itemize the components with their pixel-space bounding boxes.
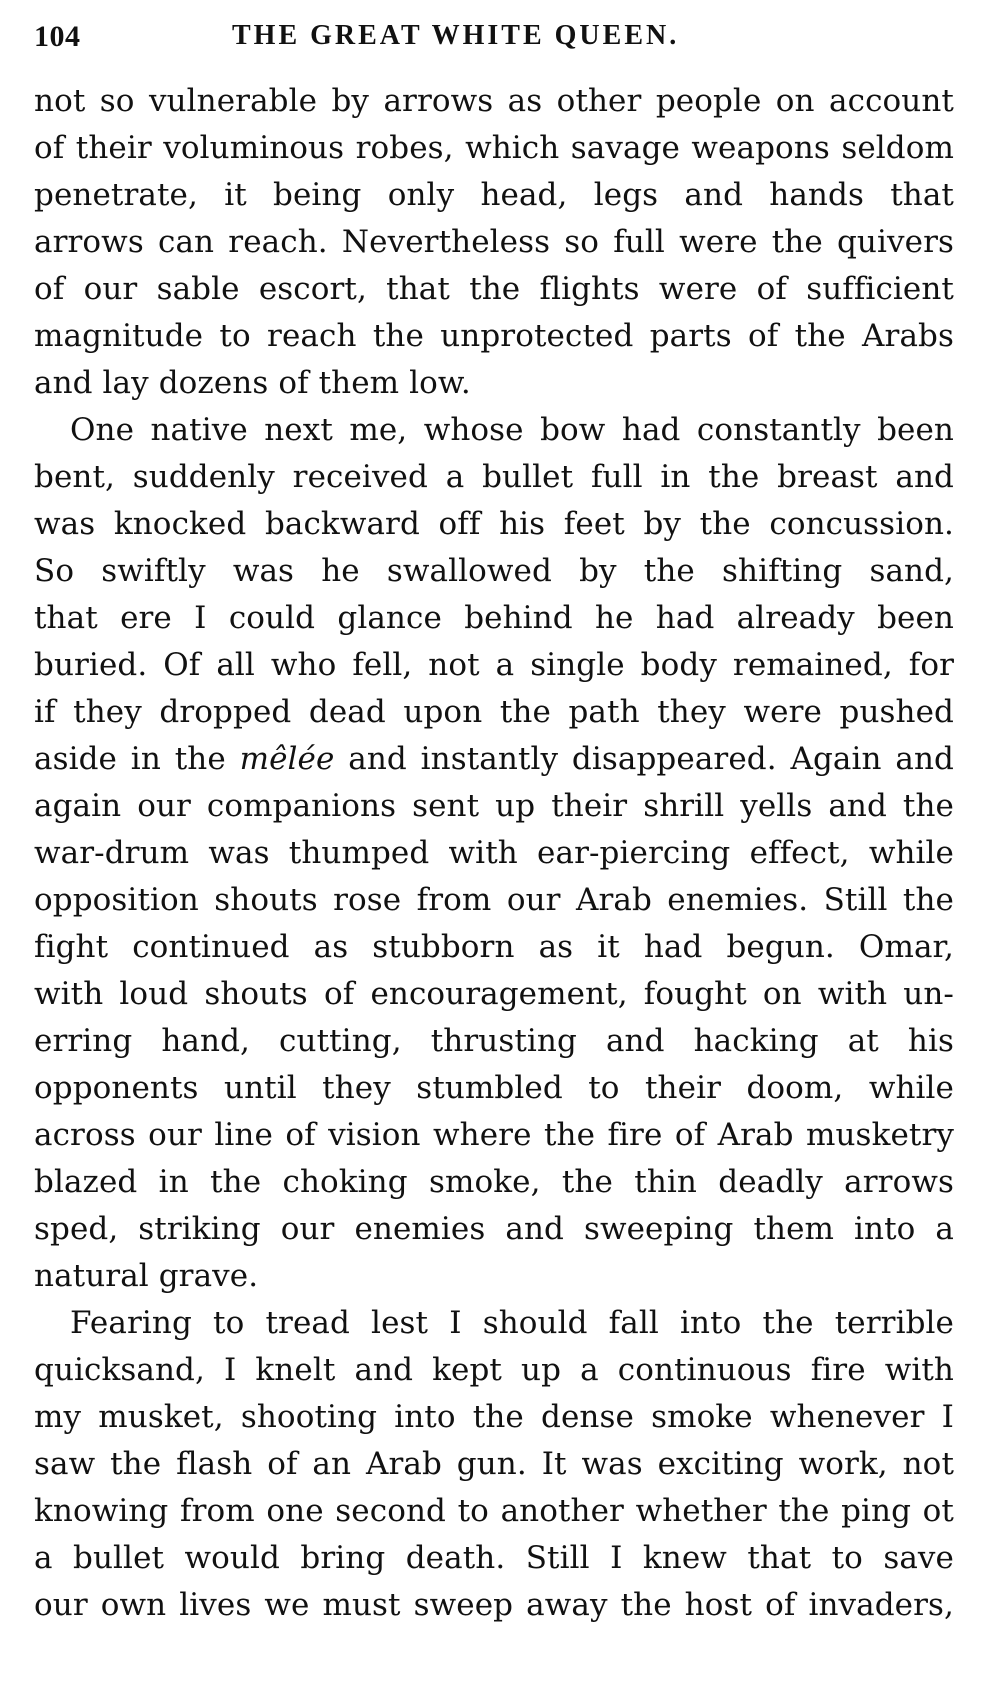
text-line: knowing from one second to another whether the ping ot	[34, 1493, 954, 1529]
text-line: natural grave.	[34, 1258, 259, 1294]
text-line: if they dropped dead upon the path they were pushed	[34, 694, 954, 730]
text-line: and lay dozens of them low.	[34, 365, 471, 401]
text-line: magnitude to reach the unprotected parts of the Arabs	[34, 318, 954, 354]
text-line: of their voluminous robes, which savage weapons seldom	[34, 130, 954, 166]
text-line: of our sable escort, that the flights were of sufficient	[34, 271, 954, 307]
text-line: So swiftly was he swallowed by the shifting sand,	[34, 553, 954, 589]
text-line: my musket, shooting into the dense smoke whenever I	[34, 1399, 954, 1435]
text-line: bent, suddenly received a bullet full in the breast and	[34, 459, 954, 495]
text-line: saw the flash of an Arab gun. It was exciting work, not	[34, 1446, 954, 1482]
text-line: not so vulnerable by arrows as other people on account	[34, 83, 954, 119]
text-line: quicksand, I knelt and kept up a continuous fire with	[34, 1352, 954, 1388]
italic-word: mêlée	[239, 741, 335, 777]
text-line: opposition shouts rose from our Arab enemies. Still the	[34, 882, 954, 918]
text-line: was knocked backward off his feet by the concussion.	[34, 506, 954, 542]
text-line: penetrate, it being only head, legs and hands that	[34, 177, 954, 213]
text-line: buried. Of all who fell, not a single body remained, for	[34, 647, 954, 683]
text-line: erring hand, cutting, thrusting and hacking at his	[34, 1023, 954, 1059]
text-line: that ere I could glance behind he had already been	[34, 600, 954, 636]
text-line-part: and instantly disappeared. Again and	[348, 741, 954, 777]
body-text	[34, 78, 954, 1629]
text-line: a bullet would bring death. Still I knew that to save	[34, 1540, 954, 1576]
text-line: sped, striking our enemies and sweeping them into a	[34, 1211, 954, 1247]
running-title: THE GREAT WHITE QUEEN.	[232, 20, 680, 51]
text-line: again our companions sent up their shrill yells and the	[34, 788, 954, 824]
text-line: Fearing to tread lest I should fall into the terrible	[70, 1305, 954, 1341]
running-head	[34, 20, 964, 64]
text-line: arrows can reach. Nevertheless so full were the quivers	[34, 224, 954, 260]
text-line-part: aside in the	[34, 741, 226, 777]
text-line: blazed in the choking smoke, the thin deadly arrows	[34, 1164, 954, 1200]
text-line: across our line of vision where the fire of Arab musketry	[34, 1117, 954, 1153]
text-line: One native next me, whose bow had constantly been	[70, 412, 954, 448]
page-number: 104	[34, 20, 81, 53]
text-line: war-drum was thumped with ear-piercing effect, while	[34, 835, 954, 871]
text-line: opponents until they stumbled to their doom, while	[34, 1070, 954, 1106]
text-line: our own lives we must sweep away the host of invaders,	[34, 1587, 954, 1623]
text-line: fight continued as stubborn as it had begun. Omar,	[34, 929, 954, 965]
text-line-with-italic	[34, 736, 954, 783]
text-line: with loud shouts of encouragement, fought on with un-	[34, 976, 954, 1012]
